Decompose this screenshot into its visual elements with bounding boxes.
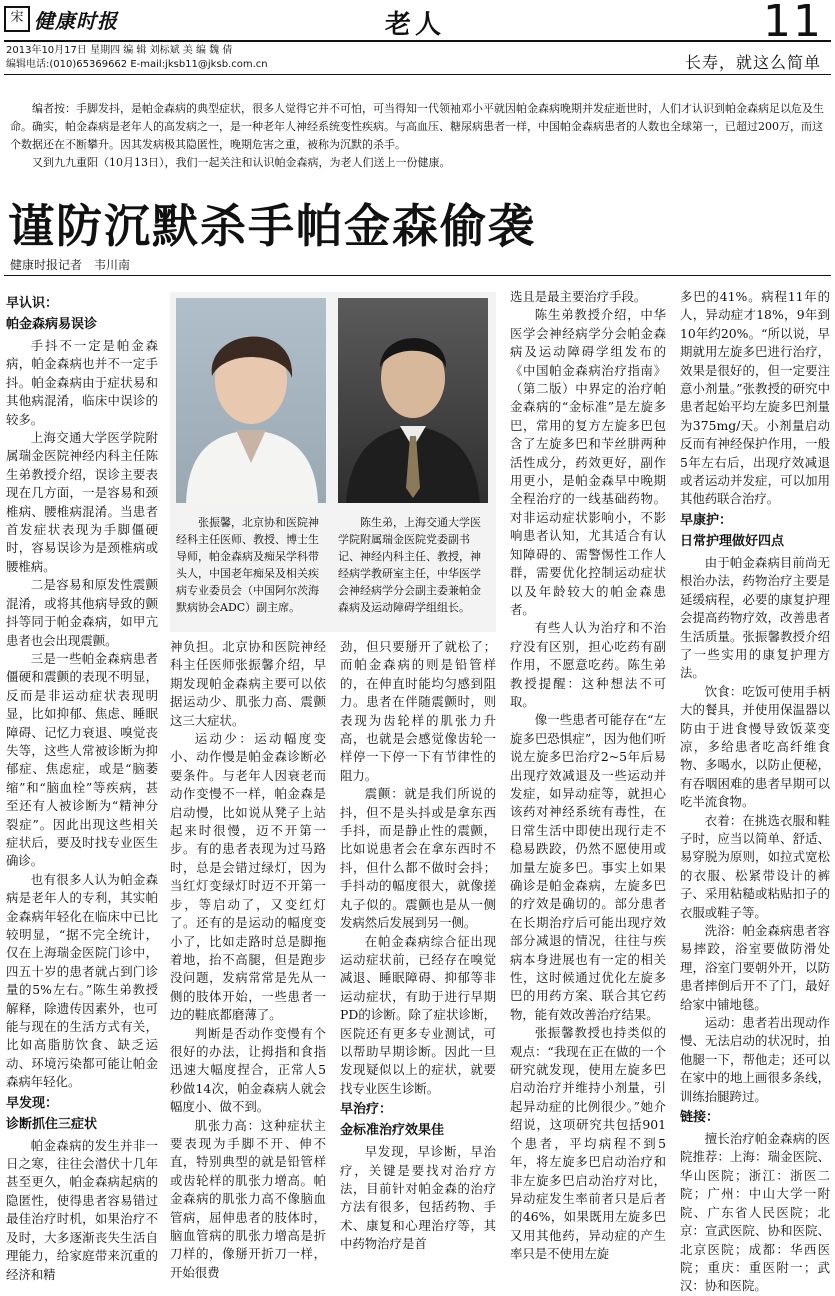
paragraph: 二是容易和原发性震颤混淆，或将其他病导致的颤抖等同于帕金森病，如甲亢患者也会出现震颤。 bbox=[6, 577, 158, 648]
paragraph: 手抖不一定是帕金森病，帕金森病也并不一定手抖。帕金森病由于症状易和其他病混淆，临床中误诊的较多。 bbox=[6, 338, 158, 427]
editor-note bbox=[10, 100, 830, 172]
article-column-1 bbox=[6, 292, 158, 1282]
paragraph: 也有很多人认为帕金森病是老年人的专利，其实帕金森病年轻化在临床中已比较明显，“据不完全统计，仅在上海瑞金医院门诊中，四五十岁的患者就占到门诊量的5%左右。”陈生弟教授解释，除遗传因素外，也可能与现在的生活方式有关，比如高脂肪饮食、缺乏运动、环境污染都可能让帕金森病年轻化。 bbox=[6, 871, 158, 1090]
paragraph: 判断是否动作变慢有个很好的办法，让拇指和食指迅速大幅度捏合，正常人5秒做14次，帕金森病人就会幅度小、做不到。 bbox=[170, 1025, 326, 1115]
divider bbox=[4, 74, 831, 75]
article-column-3 bbox=[340, 638, 496, 1252]
portrait-illustration bbox=[176, 298, 326, 503]
paragraph: 三是一些帕金森病患者僵硬和震颤的表现不明显，反而是非运动症状表现明显，比如抑郁、焦虑、睡眠障碍、记忆力衰退、嗅觉丧失等，这些人常被诊断为抑郁症、焦虑症，或是“脑萎缩”和“脑血栓”等疾病，甚至还有人被诊断为“精神分裂症”。因此出现这些相关症状后，要及时找专业医生确诊。 bbox=[6, 650, 158, 869]
subheading: 早康护： bbox=[680, 512, 733, 528]
paragraph: 选且是最主要治疗手段。 bbox=[510, 289, 647, 304]
divider bbox=[4, 40, 831, 42]
photo-caption: 陈生弟，上海交通大学医学院附属瑞金医院党委副书记、神经内科主任、教授，神经病学教研室主任，中华医学会神经病学分会副主委兼帕金森病及运动障碍学组组长。 bbox=[338, 516, 481, 614]
photo-box bbox=[170, 292, 496, 632]
paragraph: 陈生弟教授介绍，中华医学会神经病学分会帕金森病及运动障碍学组发布的《中国帕金森病治疗指南》（第二版）中界定的治疗帕金森病的“金标准”是左旋多巴，常用的复方左旋多巴包含了左旋多巴和苄丝肼两种活性成分，药效更好，副作用更小，是帕金森早中晚期全程治疗的一线基础药物。对非运动症状影响小，不影响患者认知，尤其适合有认知障碍的、需警惕性工作人群，需要优化控制运动症状以及年龄较大的帕金森患者。 bbox=[510, 307, 666, 617]
subheading: 金标准治疗效果佳 bbox=[340, 1123, 445, 1139]
paragraph: 震颤：就是我们所说的抖，但不是头抖或是拿东西手抖，而是静止性的震颤，比如说患者会在拿东西时不抖，但什么都不做时会抖；手抖动的幅度很大，就像搓丸子似的。震颤也是从一侧发病然后发展到另一侧。 bbox=[340, 786, 496, 931]
paragraph: 衣着：在挑选衣服和鞋子时，应当以简单、舒适、易穿脱为原则，如拉式宽松的衣服、松紧带设计的裤子、采用粘糙或粘贴扣子的衣服或鞋子等。 bbox=[680, 812, 830, 920]
issue-date-line: 2013年10月17日 星期四 编 辑 刘标斌 美 编 魏 倩 bbox=[6, 45, 233, 56]
portrait-illustration bbox=[338, 298, 488, 503]
paragraph: 在帕金森病综合征出现运动症状前，已经存在嗅觉减退、睡眠障碍、抑郁等非运动症状，有助于进行早期PD的诊断。除了症状诊断，医院还有更多专业测试，可以帮助早期诊断。因此一旦发现疑似以上的症状，就要找专业医生诊断。 bbox=[340, 933, 496, 1096]
article-headline: 谨防沉默杀手帕金森偷袭 bbox=[8, 199, 536, 253]
photo-caption: 张振馨，北京协和医院神经科主任医师、教授、博士生导师，帕金森病及痴呆学科带头人，中国老年痴呆及相关疾病专业委员会（中国阿尔茨海默病协会ADC）副主席。 bbox=[176, 516, 319, 614]
hospital-link-paragraph: 擅长治疗帕金森病的医院推荐：上海：瑞金医院、华山医院；浙江：浙医二院；广州：中山大学一附院、广东省人民医院；北京：宣武医院、协和医院、北京医院；成都：华西医院；重庆：重医附一；武汉：协和医院。 bbox=[680, 1131, 830, 1294]
paragraph: 肌张力高：这种症状主要表现为手脚不开、伸不直，特别典型的就是铅管样或齿轮样的肌张力增高。帕金森病的肌张力高不像脑血管病，屈伸患者的肢体时，脑血管病的肌张力增高是折刀样的，像掰开折刀一样，开始很费 bbox=[170, 1117, 326, 1280]
paragraph: 洗浴：帕金森病患者容易摔跤，浴室要做防滑处理，浴室门要朝外开，以防患者摔倒后开不了门，最好给家中铺地毯。 bbox=[680, 923, 830, 1012]
issue-meta bbox=[6, 44, 268, 72]
subheading: 早发现： bbox=[6, 1095, 59, 1111]
editor-note-paragraph: 编者按：手脚发抖，是帕金森病的典型症状，很多人觉得它并不可怕，可当得知一代领袖邓小平就因帕金森病晚期并发症逝世时，人们才认识到帕金森病足以危及生命。确实，帕金森病是老年人的高发病之一，是一种老年人神经系统变性疾病。与高血压、糖尿病患者一样，中国帕金森病患者的人数也全球第一，已超过200万，而这个数据还在不断攀升。因其发病极其隐匿性，晚期危害之重，被称为沉默的杀手。 bbox=[10, 102, 824, 151]
newspaper-logo bbox=[4, 2, 164, 36]
subheading: 早认识： bbox=[6, 296, 59, 311]
paragraph: 像一些患者可能存在“左旋多巴恐惧症”，因为他们听说左旋多巴治疗2~5年后易出现疗效减退及一些运动并发症，如异动症等，就担心该药对神经系统有毒性，在日常生活中即使出现行走不稳易跌跤，仍然不愿使用或加量左旋多巴。事实上如果确诊是帕金森病，左旋多巴的疗效是确切的。部分患者在长期治疗后可能出现疗效部分减退的情况，往往与疾病本身进展也有一定的相关性，这时候通过优化左旋多巴的用药方案、联合其它药物，能有效改善治疗结果。 bbox=[510, 712, 666, 1022]
article-column-4 bbox=[510, 288, 666, 1262]
paragraph: 劲，但只要掰开了就松了；而帕金森病的则是铅管样的，在伸直时能均匀感到阻力。患者在伴随震颤时，则表现为齿轮样的肌张力升高，也就是会感觉像齿轮一样停一下停一下有节律性的阻力。 bbox=[340, 639, 496, 783]
page-number: 11 bbox=[763, 0, 823, 47]
paragraph: 张振馨教授也持类似的观点：“我现在正在做的一个研究就发现，使用左旋多巴启动治疗并维持小剂量，引起异动症的比例很少。”她介绍说，这项研究共包括901个患者，平均病程不到5年，将左旋多巴启动治疗和非左旋多巴启动治疗对比，异动症发生率前者只是后者的46%，如果既用左旋多巴又用其他药，异动症的产生率只是不使用左旋 bbox=[510, 1025, 666, 1262]
portrait-photo-chen-shengdi bbox=[338, 298, 488, 503]
portrait-photo-zhang-zhenxin bbox=[176, 298, 326, 503]
paragraph: 上海交通大学医学院附属瑞金医院神经内科主任陈生弟教授介绍，误诊主要表现在几方面，一是容易和颈椎病、腰椎病混淆。当患者首发症状表现为手脚僵硬时，容易误诊为是颈椎病或腰椎病。 bbox=[6, 430, 158, 574]
paragraph: 帕金森病的发生并非一日之寒，往往会潜伏十几年甚至更久，帕金森病起病的隐匿性，使得患者容易错过最佳治疗时机，如果治疗不及时，大多逐渐丧失生活自理能力，给家庭带来沉重的经济和精 bbox=[6, 1137, 158, 1282]
logo-mark: 宋 bbox=[4, 6, 30, 32]
paragraph: 早发现，早诊断，早治疗，关键是要找对治疗方法，目前针对帕金森的治疗方法有很多，包括药物、手术、康复和心理治疗等，其中药物治疗是首 bbox=[340, 1144, 496, 1252]
subheading: 日常护理做好四点 bbox=[680, 533, 785, 549]
subheading: 早治疗： bbox=[340, 1102, 393, 1118]
subheading: 诊断抓住三症状 bbox=[6, 1116, 98, 1132]
article-column-2 bbox=[170, 638, 326, 1280]
divider bbox=[4, 275, 831, 276]
subheading: 链接： bbox=[680, 1110, 720, 1126]
paragraph: 饮食：吃饭可使用手柄大的餐具，并使用保温器以防由于进食慢导致饭菜变凉，多给患者吃高纤维食物、多喝水，以防止便秘，有吞咽困难的患者早期可以吃半流食物。 bbox=[680, 683, 830, 810]
article-column-5 bbox=[680, 288, 830, 1294]
section-slogan: 长寿，就这么简单 bbox=[684, 53, 821, 72]
article-byline: 健康时报记者 韦川南 bbox=[10, 258, 131, 272]
editor-contact-line: 编辑电话:(010)65369662 E-mail:jksb11@jksb.com.cn bbox=[6, 59, 268, 70]
paragraph: 由于帕金森病目前尚无根治办法，药物治疗主要是延缓病程，必要的康复护理会提高药物疗效，改善患者生活质量。张振馨教授介绍了一些实用的康复护理方法。 bbox=[680, 554, 830, 681]
section-title: 老人 bbox=[385, 10, 446, 40]
editor-note-paragraph: 又到九九重阳（10月13日），我们一起关注和认识帕金森病，为老人们送上一份健康。 bbox=[32, 156, 451, 169]
logo-text: 健康时报 bbox=[34, 8, 118, 33]
paragraph: 有些人认为治疗和不治疗没有区别，担心吃药有副作用，不愿意吃药。陈生弟教授提醒：这种想法不可取。 bbox=[510, 620, 666, 709]
paragraph: 运动：患者若出现动作慢、无法启动的状况时，拍他腿一下，帮他走；还可以在家中的地上画很多条线，训练抬腿跨过。 bbox=[680, 1015, 830, 1104]
paragraph: 多巴的41%。病程11年的人，异动症才18%，9年到10年约20%。“所以说，早期就用左旋多巴进行治疗，效果是很好的，但一定要注意小剂量。”张教授的研究中患者起始平均左旋多巴剂量为375mg/天。小剂量启动反而有神经保护作用，一般5年左右后，出现疗效减退或者运动并发症，可以加用其他药联合治疗。 bbox=[680, 289, 830, 507]
subheading: 帕金森病易误诊 bbox=[6, 317, 98, 332]
paragraph: 运动少：运动幅度变小、动作慢是帕金森诊断必要条件。与老年人因衰老而动作变慢不一样，帕金森是启动慢，比如说从凳子上站起来时很慢，迈不开第一步。有的患者表现为过马路时，总是会错过绿灯，因为当红灯变绿灯时迈不开第一步，等启动了，又变红灯了。还有的是运动的幅度变小了，比如走路时总是脚拖着地，抬不高腿，但是跑步没问题，发病常常是先从一侧的肢体开始，一些患者一边的鞋底都磨薄了。 bbox=[170, 731, 326, 1023]
paragraph: 神负担。北京协和医院神经科主任医师张振馨介绍，早期发现帕金森病主要可以依据运动少、肌张力高、震颤这三大症状。 bbox=[170, 639, 326, 728]
